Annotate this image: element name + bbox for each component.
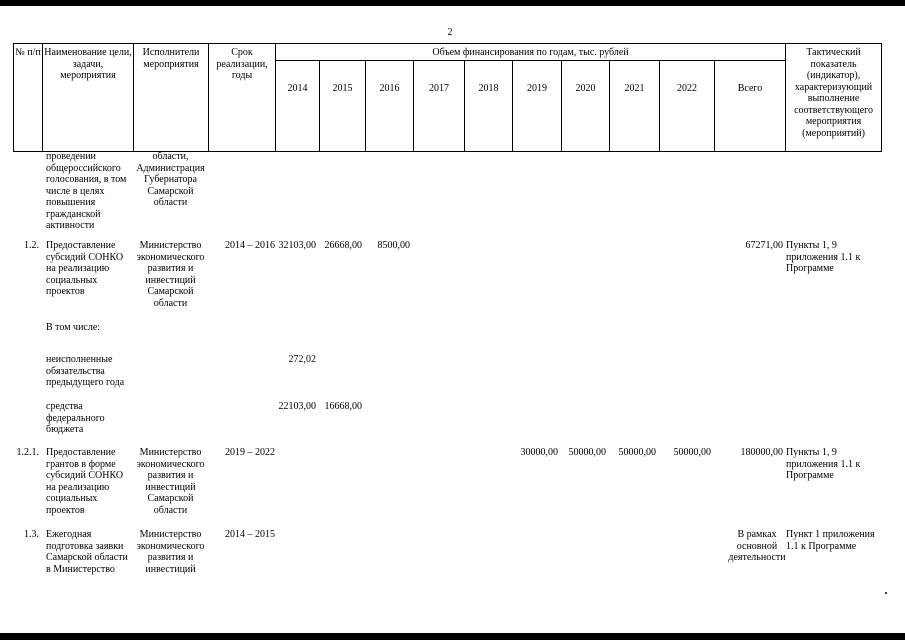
row-indicator: Пункты 1, 9 приложения 1.1 к Программе [786,447,861,481]
row-term: 2019 – 2022 [225,447,275,458]
header-total: Всего [715,60,786,151]
table-header [13,43,882,152]
row-value: 50000,00 [568,447,606,458]
row-name: Ежегодная подготовка заявки Самарской области в Министерство [46,529,128,575]
row-executor: Министерство экономического развития и инвестиций [136,529,205,575]
header-year: 2014 [276,60,320,151]
header-year: 2017 [414,60,465,151]
header-executor: Исполнители мероприятия [134,44,209,152]
row-name: В том числе: [46,322,101,333]
row-value: 26668,00 [324,240,362,251]
row-total: В рамках основной деятельности [728,529,786,563]
row-value: 272,02 [288,354,316,365]
header-year: 2021 [610,60,660,151]
row-indicator: Пункт 1 приложения 1.1 к Программе [786,529,875,552]
row-name: проведении общероссийского голосования, в том числе в целях повышения гражданской активности [46,151,127,231]
scan-border-top [0,0,905,6]
header-year: 2019 [513,60,562,151]
header-year: 2022 [660,60,715,151]
header-year: 2015 [320,60,366,151]
row-value: 8500,00 [377,240,410,251]
row-value: 22103,00 [278,401,316,412]
scan-border-bottom [0,633,905,640]
row-number: 1.2. [24,240,39,251]
row-value: 16668,00 [324,401,362,412]
row-total: 180000,00 [740,447,783,458]
row-value: 30000,00 [520,447,558,458]
row-name: неисполненные обязательства предыдущего года [46,354,125,388]
header-name: Наименование цели, задачи, мероприятия [43,44,134,152]
row-term: 2014 – 2015 [225,529,275,540]
row-number: 1.3. [24,529,39,540]
row-name: Предоставление субсидий СОНКО на реализацию социальных проектов [46,240,124,297]
row-value: 50000,00 [673,447,711,458]
header-year: 2016 [366,60,414,151]
row-number: 1.2.1. [16,447,39,458]
page-number: 2 [447,27,453,38]
row-executor: Министерство экономического развития и инвестиций Самарской области [136,447,205,516]
row-executor: Министерство экономического развития и инвестиций Самарской области [136,240,205,309]
header-year: 2020 [562,60,610,151]
row-total: 67271,00 [745,240,783,251]
row-indicator: Пункты 1, 9 приложения 1.1 к Программе [786,240,861,274]
row-term: 2014 – 2016 [225,240,275,251]
header-term: Срок реализации, годы [209,44,276,152]
header-funding: Объем финансирования по годам, тыс. рублей [276,44,786,61]
scan-speck [885,592,887,594]
header-indicator: Тактический показатель (индикатор), характеризующий выполнение соответствующего мероприятия (мероприятий) [786,44,882,152]
header-num: № п/п [14,44,43,152]
row-value: 50000,00 [618,447,656,458]
row-name: Предоставление грантов в форме субсидий СОНКО на реализацию социальных проектов [46,447,124,516]
row-value: 32103,00 [278,240,316,251]
row-name: средства федерального бюджета [46,401,105,435]
header-year: 2018 [465,60,513,151]
row-executor: области, Администрация Губернатора Самарской области [136,151,205,208]
